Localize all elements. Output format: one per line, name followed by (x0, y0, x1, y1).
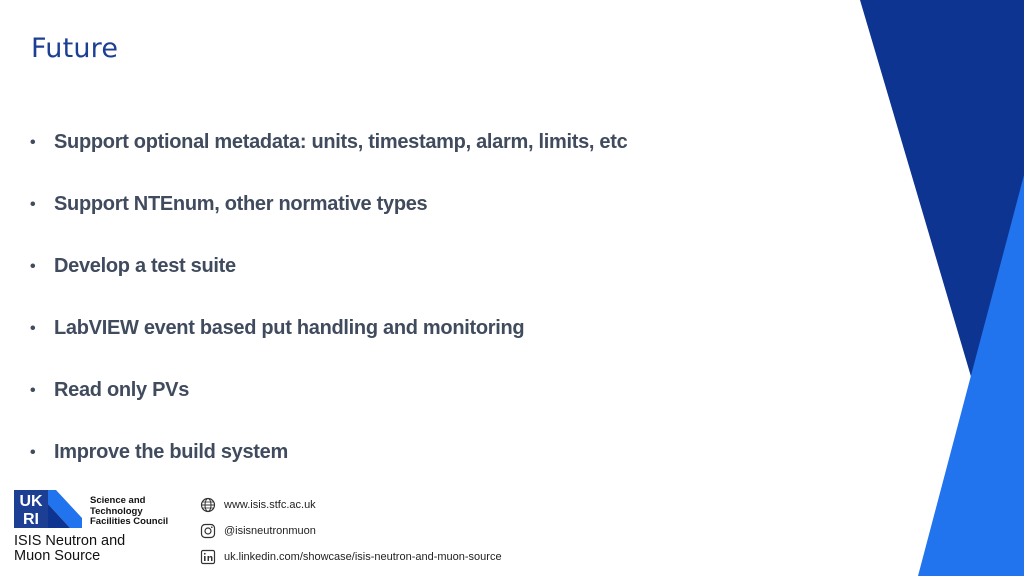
bullet-text: Read only PVs (54, 379, 190, 401)
council-name (90, 496, 168, 528)
contact-website[interactable] (200, 492, 502, 518)
council-line: Facilities Council (90, 516, 169, 527)
bullet-text: Develop a test suite (54, 255, 236, 277)
instagram-handle[interactable]: @isisneutronmuon (224, 525, 316, 537)
logo-text-ri: RI (23, 511, 39, 528)
council-line: Science and (90, 495, 146, 506)
bullet-text: LabVIEW event based put handling and monitoring (54, 317, 525, 339)
bullet-item (30, 379, 627, 441)
bullet-dot: • (30, 258, 36, 275)
instagram-icon (200, 523, 216, 539)
bullet-text: Support optional metadata: units, timestamp, alarm, limits, etc (54, 131, 628, 153)
bullet-text: Improve the build system (54, 441, 288, 463)
bullet-text: Support NTEnum, other normative types (54, 193, 428, 215)
globe-icon (200, 497, 216, 513)
bullet-dot: • (30, 320, 36, 337)
bullet-dot: • (30, 444, 36, 461)
bullet-item (30, 131, 627, 193)
linkedin-icon (200, 549, 216, 565)
council-line: Technology (90, 505, 143, 517)
bullet-item (30, 317, 627, 379)
facility-name (14, 534, 125, 564)
contact-instagram[interactable] (200, 518, 502, 544)
linkedin-link[interactable]: uk.linkedin.com/showcase/isis-neutron-and-muon-source (224, 551, 502, 563)
bullet-dot: • (30, 382, 36, 399)
facility-line: Muon Source (14, 548, 101, 564)
bullet-dot: • (30, 134, 36, 151)
bullet-dot: • (30, 196, 36, 213)
bullet-item (30, 255, 627, 317)
slide-title: Future (31, 33, 119, 64)
bullet-item (30, 193, 627, 255)
website-link[interactable]: www.isis.stfc.ac.uk (224, 499, 316, 511)
facility-line: ISIS Neutron and (14, 533, 126, 549)
bullet-list (30, 131, 627, 503)
ukri-logo (14, 490, 84, 530)
contact-list (200, 492, 502, 570)
logo-text-uk: UK (19, 493, 43, 510)
contact-linkedin[interactable] (200, 544, 502, 570)
